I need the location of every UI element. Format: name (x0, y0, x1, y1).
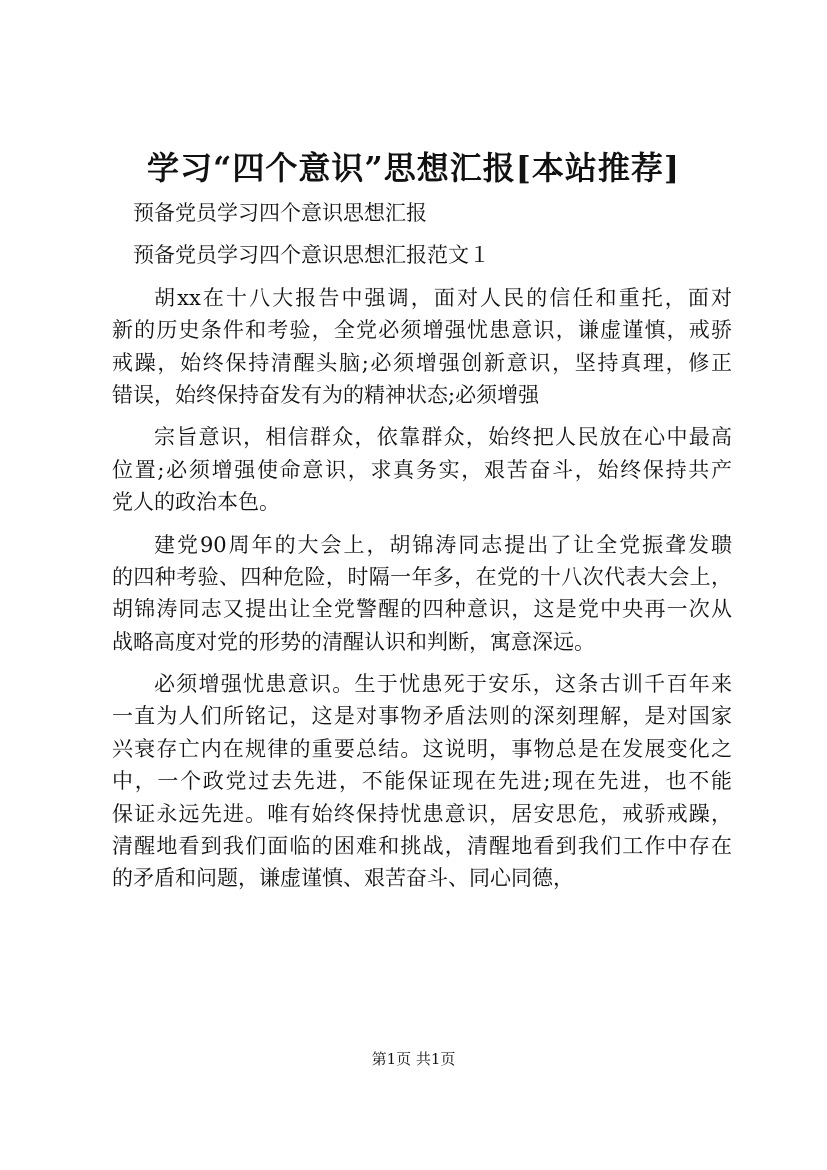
paragraph-gap (112, 658, 732, 668)
document-title: 学习“四个意识”思想汇报[本站推荐] (146, 149, 681, 187)
text-line: 兴衰存亡内在规律的重要总结。这说明，事物总是在发展变化之 (112, 736, 732, 761)
text-line: 一直为人们所铭记，这是对事物矛盾法则的深刻理解，是对国家 (112, 704, 732, 729)
text-line: 错误，始终保持奋发有为的精神状态;必须增强 (112, 382, 540, 407)
text-line: 必须增强忧患意识。生于忧患死于安乐，这条古训千百年来 (154, 672, 732, 697)
text-line: 战略高度对党的形势的清醒认识和判断，寓意深远。 (112, 629, 595, 654)
text-line: 中，一个政党过去先进，不能保证现在先进;现在先进，也不能 (112, 769, 732, 794)
text-line: 胡锦涛同志又提出让全党警醒的四种意识，这是党中央再一次从 (112, 597, 732, 622)
text-line: 宗旨意识，相信群众，依靠群众，始终把人民放在心中最高 (154, 425, 732, 450)
text-line: 戒躁，始终保持清醒头脑;必须增强创新意识，坚持真理，修正 (112, 350, 732, 375)
text-line: 清醒地看到我们面临的困难和挑战，清醒地看到我们工作中存在 (112, 834, 732, 859)
text-line: 建党90周年的大会上，胡锦涛同志提出了让全党振聋发聩 (154, 532, 732, 557)
text-line: 位置;必须增强使命意识，求真务实，艰苦奋斗，始终保持共产 (112, 457, 732, 482)
text-line: 预备党员学习四个意识思想汇报 (133, 201, 427, 225)
page-footer: 第1页 共1页 (371, 1050, 456, 1068)
text-line: 的矛盾和问题，谦虚谨慎、艰苦奋斗、同心同德， (112, 866, 574, 891)
text-line: 党人的政治本色。 (112, 490, 280, 515)
document-body (112, 197, 732, 895)
text-line: 保证永远先进。唯有始终保持忧患意识，居安思危，戒骄戒躁， (112, 801, 732, 826)
paragraph-gap (112, 229, 732, 239)
text-line: 预备党员学习四个意识思想汇报范文１ (133, 243, 490, 268)
text-line: 新的历史条件和考验，全党必须增强忧患意识，谦虚谨慎，戒骄 (112, 318, 732, 343)
text-line: 的四种考验、四种危险，时隔一年多，在党的十八次代表大会上， (112, 564, 732, 589)
paragraph-gap (112, 519, 732, 529)
paragraph-gap (112, 411, 732, 421)
paragraph-gap (112, 272, 732, 282)
text-line: 胡xx在十八大报告中强调，面对人民的信任和重托，面对 (154, 285, 732, 310)
